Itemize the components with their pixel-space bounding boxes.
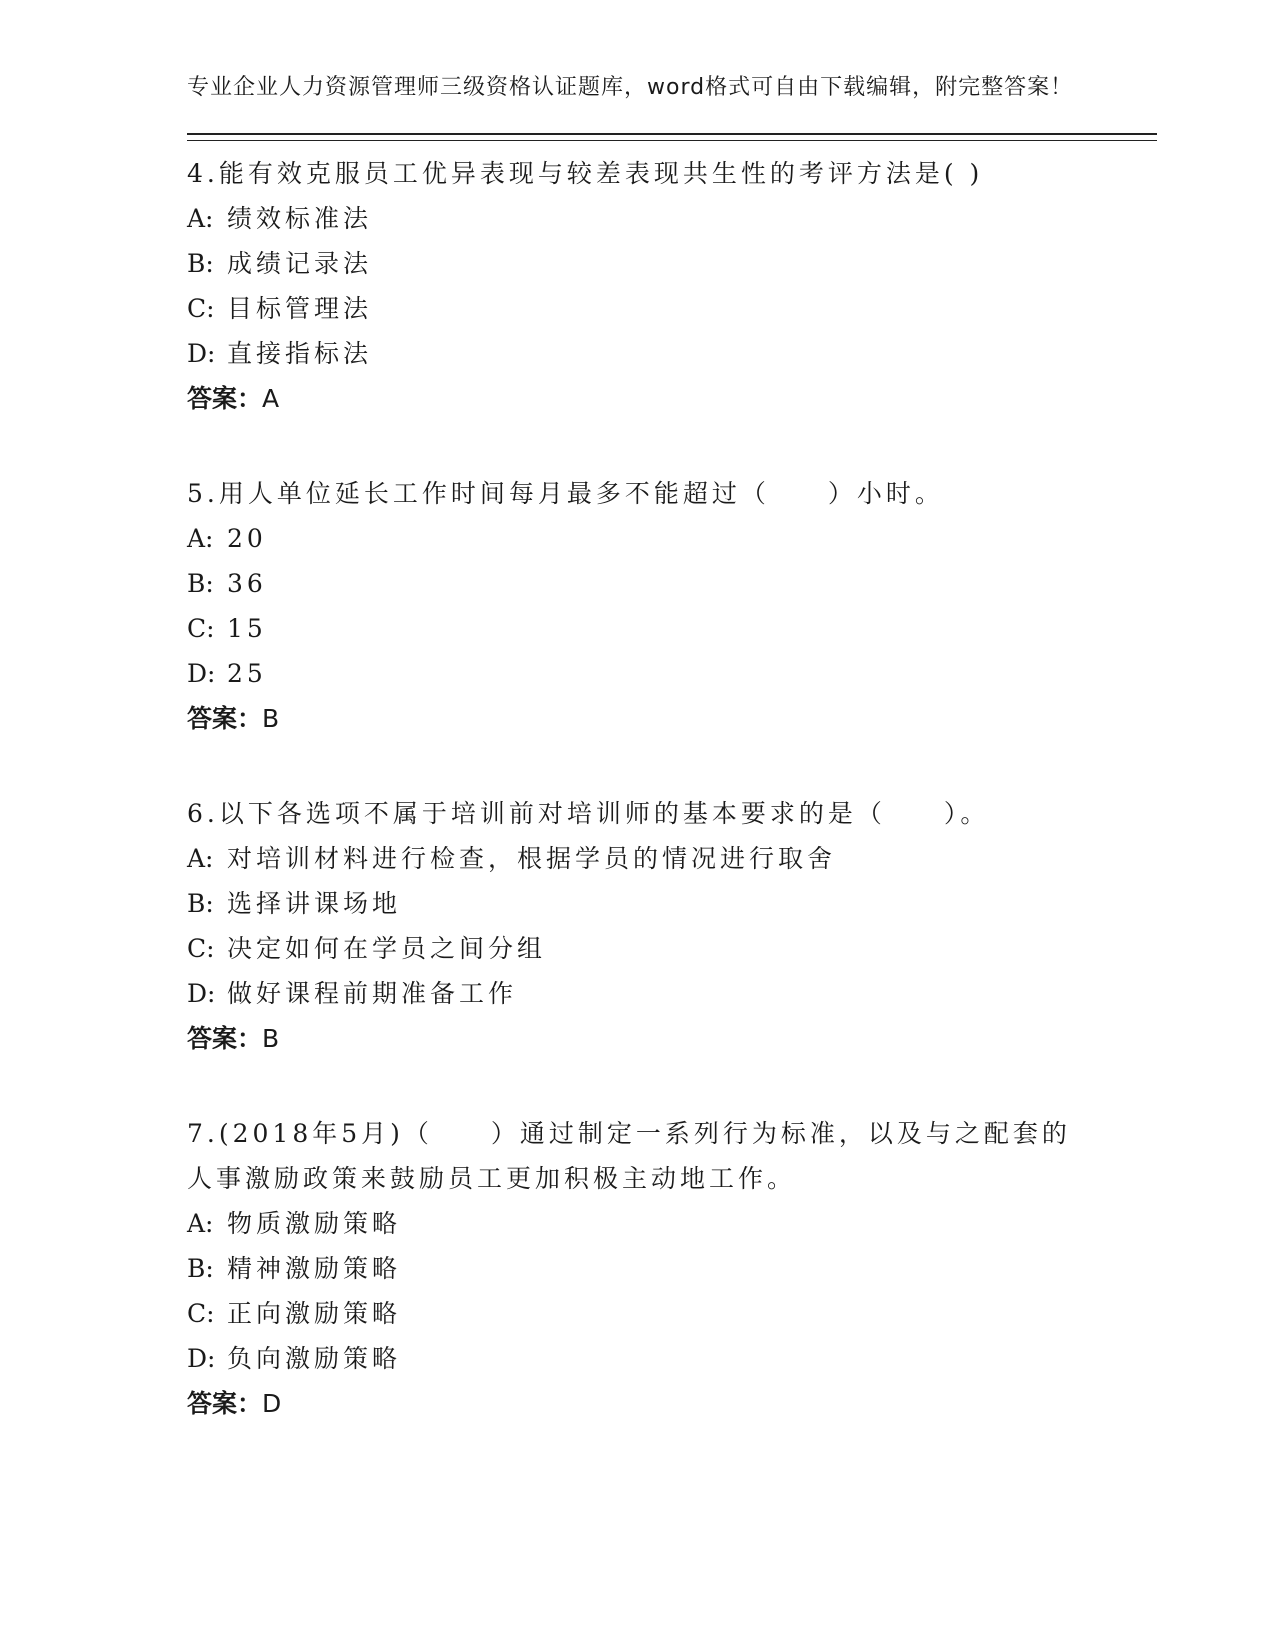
question-text: 5.用人单位延长工作时间每月最多不能超过（ ）小时。 (187, 479, 944, 508)
answer-line (187, 376, 1157, 421)
option-d (187, 971, 1157, 1016)
option-c (187, 286, 1157, 331)
option-b (187, 881, 1157, 926)
option-key: A: (187, 1209, 214, 1238)
option-text: 绩效标准法 (227, 204, 373, 233)
question-text: 4.能有效克服员工优异表现与较差表现共生性的考评方法是( ) (187, 159, 984, 188)
option-text: 36 (227, 569, 267, 598)
option-text: 正向激励策略 (227, 1299, 402, 1328)
option-text: 物质激励策略 (227, 1209, 402, 1238)
option-key: A: (187, 844, 214, 873)
option-d (187, 1336, 1157, 1381)
answer-label: 答案： (187, 1389, 263, 1418)
question-text: 6.以下各选项不属于培训前对培训师的基本要求的是（ ）。 (187, 799, 990, 828)
option-text: 20 (227, 524, 267, 553)
option-c (187, 606, 1157, 651)
option-text: 决定如何在学员之间分组 (227, 934, 547, 963)
option-key: B: (187, 249, 214, 278)
answer-label: 答案： (187, 1024, 263, 1053)
option-key: C: (187, 294, 215, 323)
option-b (187, 1246, 1157, 1291)
document-page (187, 72, 1157, 1426)
option-text: 目标管理法 (227, 294, 373, 323)
option-d (187, 331, 1157, 376)
answer-line (187, 1381, 1157, 1426)
answer-line (187, 696, 1157, 741)
question-4 (187, 151, 1157, 421)
option-b (187, 561, 1157, 606)
option-text: 负向激励策略 (227, 1344, 402, 1373)
question-6 (187, 791, 1157, 1061)
option-c (187, 1291, 1157, 1336)
question-7 (187, 1111, 1157, 1426)
option-c (187, 926, 1157, 971)
answer-label: 答案： (187, 704, 263, 733)
option-key: C: (187, 934, 215, 963)
option-a (187, 516, 1157, 561)
option-key: D: (187, 339, 216, 368)
option-key: B: (187, 889, 214, 918)
option-key: C: (187, 1299, 215, 1328)
answer-label: 答案： (187, 384, 263, 413)
option-text: 做好课程前期准备工作 (227, 979, 518, 1008)
option-key: B: (187, 569, 214, 598)
answer-value: B (262, 1024, 280, 1053)
option-d (187, 651, 1157, 696)
option-key: D: (187, 659, 216, 688)
option-key: B: (187, 1254, 214, 1283)
option-text: 直接指标法 (227, 339, 373, 368)
answer-value: A (262, 384, 280, 413)
option-text: 对培训材料进行检查，根据学员的情况进行取舍 (227, 844, 837, 873)
option-text: 精神激励策略 (227, 1254, 402, 1283)
option-key: A: (187, 204, 214, 233)
question-text: 7.(2018年5月)（ ）通过制定一系列行为标准，以及与之配套的人事激励政策来鼓励员工更加积极主动地工作。 (187, 1119, 1071, 1193)
option-text: 成绩记录法 (227, 249, 373, 278)
option-text: 15 (227, 614, 267, 643)
option-text: 25 (227, 659, 267, 688)
option-b (187, 241, 1157, 286)
option-key: D: (187, 1344, 216, 1373)
answer-value: B (262, 704, 280, 733)
option-a (187, 196, 1157, 241)
option-a (187, 1201, 1157, 1246)
option-a (187, 836, 1157, 881)
header-divider (187, 133, 1157, 141)
document-header: 专业企业人力资源管理师三级资格认证题库，word格式可自由下载编辑，附完整答案！ (187, 75, 1074, 100)
option-key: C: (187, 614, 215, 643)
option-key: D: (187, 979, 216, 1008)
question-5 (187, 471, 1157, 741)
option-key: A: (187, 524, 214, 553)
answer-line (187, 1016, 1157, 1061)
option-text: 选择讲课场地 (227, 889, 402, 918)
answer-value: D (262, 1389, 282, 1418)
